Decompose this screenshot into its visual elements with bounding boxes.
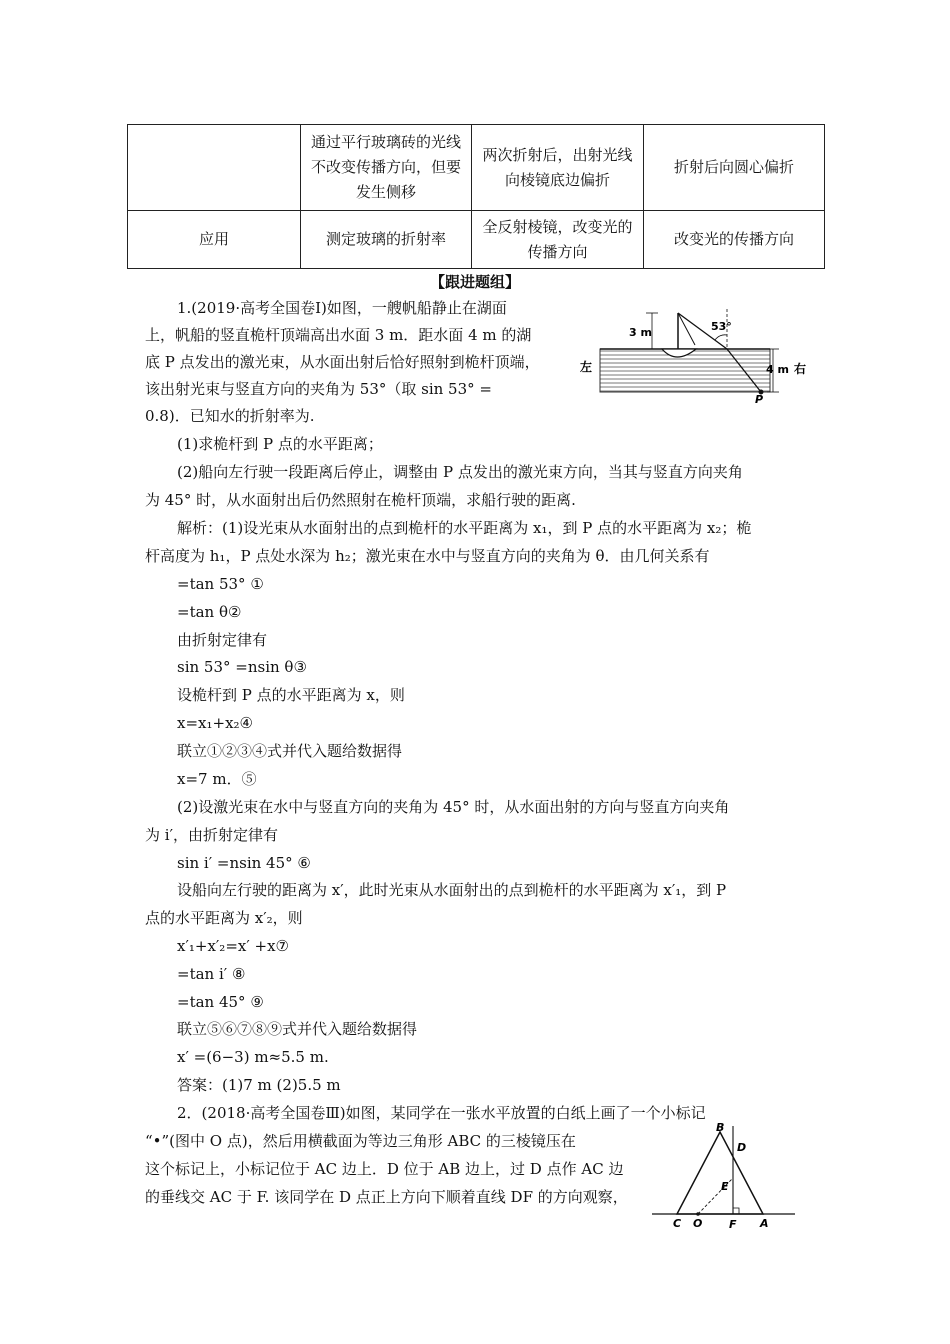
problem-text: 这个标记上，小标记位于 AC 边上．D 位于 AB 边上，过 D 点作 AC 边 (145, 1160, 624, 1178)
solution-text: 杆高度为 h₁，P 点处水深为 h₂；激光束在水中与竖直方向的夹角为 θ．由几何关系有 (145, 547, 710, 565)
problem-text: 上，帆船的竖直桅杆顶端高出水面 3 m．距水面 4 m 的湖 (145, 326, 532, 344)
equation-line: x′ =(6−3) m≈5.5 m. (177, 1048, 329, 1066)
table-cell: 两次折射后，出射光线向棱镜底边偏折 (472, 125, 644, 211)
equation-line: x=x₁+x₂④ (177, 714, 253, 732)
prism-triangle (677, 1132, 763, 1214)
label-b: B (716, 1121, 725, 1134)
solution-text: 点的水平距离为 x′₂，则 (145, 909, 303, 927)
label-d: D (737, 1141, 747, 1154)
solution-text: 设桅杆到 P 点的水平距离为 x，则 (177, 686, 405, 704)
height-label: 3 m (629, 326, 652, 339)
solution-text: 联立①②③④式并代入题给数据得 (177, 742, 403, 760)
problem-text: 底 P 点发出的激光束，从水面出射后恰好照射到桅杆顶端， (145, 353, 540, 371)
property-table (127, 124, 825, 269)
equation-line: =tan 53° ① (177, 575, 264, 593)
table-cell: 测定玻璃的折射率 (301, 211, 472, 269)
solution-text: 为 i′，由折射定律有 (145, 826, 278, 844)
solution-text: 解析：(1)设光束从水面射出的点到桅杆的水平距离为 x₁，到 P 点的水平距离为 x₂；桅 (177, 519, 752, 537)
label-o: O (693, 1217, 703, 1230)
table-cell: 改变光的传播方向 (644, 211, 825, 269)
right-label: 右 (794, 362, 807, 376)
table-cell: 应用 (128, 211, 301, 269)
table-cell: 全反射棱镜，改变光的传播方向 (472, 211, 644, 269)
section-heading: 【跟进题组】 (429, 273, 520, 291)
table-cell: 折射后向圆心偏折 (644, 125, 825, 211)
prism-figure (650, 1120, 800, 1232)
equation-line: =tan i′ ⑧ (177, 965, 246, 983)
problem-text: 0.8)．已知水的折射率为. (145, 407, 315, 425)
problem-text: 该出射光束与竖直方向的夹角为 53°（取 sin 53° = (145, 380, 492, 398)
table-cell: 通过平行玻璃砖的光线不改变传播方向，但要发生侧移 (301, 125, 472, 211)
question-text: (2)船向左行驶一段距离后停止，调整由 P 点发出的激光束方向，当其与竖直方向夹角 (177, 463, 743, 481)
solution-text: 设船向左行驶的距离为 x′，此时光束从水面射出的点到桅杆的水平距离为 x′₁，到 P (177, 881, 727, 899)
depth-label: 4 m (766, 363, 789, 376)
equation-line: x=7 m．⑤ (177, 770, 257, 788)
label-a: A (760, 1217, 769, 1230)
equation-line: =tan 45° ⑨ (177, 993, 264, 1011)
label-f: F (729, 1218, 737, 1231)
solution-text: 联立⑤⑥⑦⑧⑨式并代入题给数据得 (177, 1020, 418, 1038)
equation-line: x′₁+x′₂=x′ +x⑦ (177, 937, 290, 955)
left-label: 左 (580, 360, 593, 374)
label-c: C (673, 1217, 682, 1230)
solution-text: 由折射定律有 (177, 631, 268, 649)
table-row (128, 125, 825, 211)
angle-label: 53° (711, 320, 732, 333)
equation-line: sin i′ =nsin 45° ⑥ (177, 854, 311, 872)
problem-text: 1.(2019·高考全国卷Ⅰ)如图，一艘帆船静止在湖面 (177, 299, 507, 317)
problem-text: “•”(图中 O 点)，然后用横截面为等边三角形 ABC 的三棱镜压在 (145, 1132, 576, 1150)
table-row (128, 211, 825, 269)
equation-line: =tan θ② (177, 603, 242, 621)
equation-line: sin 53° =nsin θ③ (177, 658, 307, 676)
sailboat-figure (570, 305, 815, 405)
question-text: (1)求桅杆到 P 点的水平距离； (177, 435, 383, 453)
label-e: E (721, 1180, 729, 1193)
p-label: P (755, 393, 764, 405)
problem-text: 2．(2018·高考全国卷Ⅲ)如图，某同学在一张水平放置的白纸上画了一个小标记 (177, 1104, 706, 1122)
question-text: 为 45° 时，从水面射出后仍然照射在桅杆顶端，求船行驶的距离. (145, 491, 576, 509)
table-cell (128, 125, 301, 211)
problem-text: 的垂线交 AC 于 F. 该同学在 D 点正上方向下顺着直线 DF 的方向观察， (145, 1188, 628, 1206)
answer-text: 答案：(1)7 m (2)5.5 m (177, 1076, 341, 1094)
solution-text: (2)设激光束在水中与竖直方向的夹角为 45° 时，从水面出射的方向与竖直方向夹角 (177, 798, 730, 816)
